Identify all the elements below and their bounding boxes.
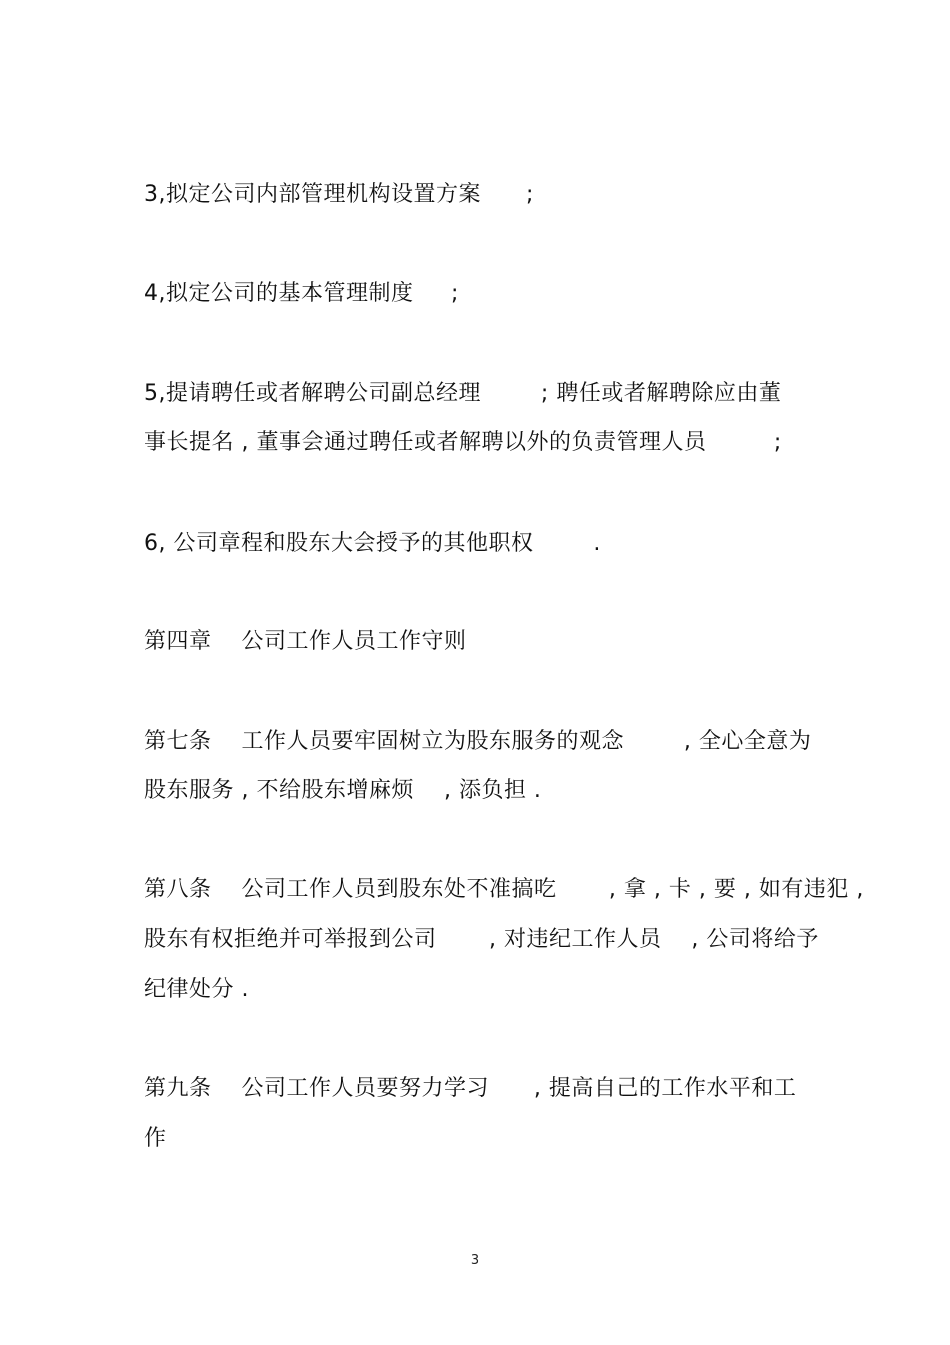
article-8-line2: 股东有权拒绝并可举报到公司 , 对违纪工作人员 , 公司将给予 xyxy=(144,927,819,952)
text-line-item-6: 6, 公司章程和股东大会授予的其他职权 . xyxy=(144,531,601,556)
text-line-item-3: 3,拟定公司内部管理机构设置方案 ; xyxy=(144,182,534,207)
article-8-line3: 纪律处分 . xyxy=(144,977,249,1002)
article-9-line2: 作 xyxy=(144,1126,167,1151)
page-number: 3 xyxy=(470,1253,480,1268)
article-7-line2: 股东服务 , 不给股东增麻烦 , 添负担 . xyxy=(144,778,542,803)
text-line-item-5-part1: 5,提请聘任或者解聘公司副总经理 ; 聘任或者解聘除应由董 xyxy=(144,381,782,406)
article-9-line1: 第九条 公司工作人员要努力学习 , 提高自己的工作水平和工 xyxy=(144,1076,797,1101)
article-7-line1: 第七条 工作人员要牢固树立为股东服务的观念 , 全心全意为 xyxy=(144,729,812,754)
chapter-heading: 第四章 公司工作人员工作守则 xyxy=(144,629,467,654)
article-8-line1: 第八条 公司工作人员到股东处不准搞吃 , 拿 , 卡 , 要 , 如有违犯 , xyxy=(144,877,864,902)
text-line-item-4: 4,拟定公司的基本管理制度 ; xyxy=(144,281,459,306)
text-line-item-5-part2: 事长提名 , 董事会通过聘任或者解聘以外的负责管理人员 ; xyxy=(144,430,782,455)
